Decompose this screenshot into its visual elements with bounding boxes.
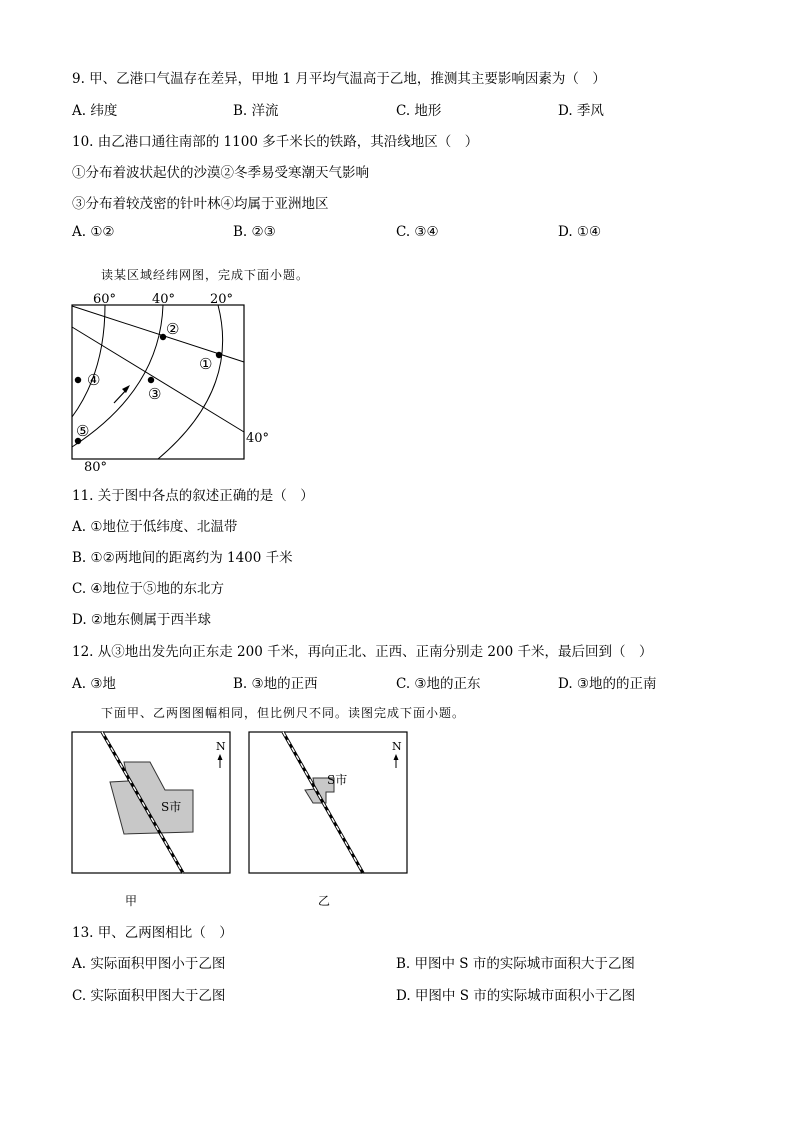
point-3-dot [148, 377, 154, 383]
q9-option-b[interactable]: B. 洋流 [233, 103, 279, 119]
map-jia-caption: 甲 [125, 894, 138, 908]
q13-stem: 13. 甲、乙两图相比（ ） [72, 925, 233, 941]
q12-option-c[interactable]: C. ③地的正东 [396, 676, 481, 692]
q9-option-a[interactable]: A. 纬度 [72, 103, 118, 119]
point-2-label: ② [166, 320, 180, 338]
q10-option-a[interactable]: A. ①② [72, 224, 115, 240]
meridian-60 [72, 305, 105, 417]
point-5-label: ⑤ [76, 422, 90, 440]
q10-option-c[interactable]: C. ③④ [396, 224, 439, 240]
lon-label-60: 60° [93, 292, 117, 307]
q13-option-d[interactable]: D. 甲图中 S 市的实际城市面积小于乙图 [396, 988, 636, 1004]
lon-label-40: 40° [152, 292, 176, 307]
point-3-label: ③ [148, 385, 162, 403]
point-4-dot [75, 377, 81, 383]
map-jia-north-label: N [216, 740, 226, 753]
map-yi [247, 730, 409, 876]
intro-grid-figure: 读某区域经纬网图，完成下面小题。 [101, 268, 310, 282]
point-1-dot [216, 352, 222, 358]
point-4-label: ④ [87, 371, 101, 389]
map-jia-city-label: S市 [161, 800, 182, 814]
direction-arrow-icon [122, 385, 130, 393]
map-yi-city-label: S市 [327, 773, 348, 787]
lon-label-20: 20° [210, 292, 234, 307]
q12-option-d[interactable]: D. ③地的的正南 [558, 676, 657, 692]
q12-stem: 12. 从③地出发先向正东走 200 千米，再向正北、正西、正南分别走 200 千米，最后回到（ ） [72, 644, 653, 660]
q12-option-a[interactable]: A. ③地 [72, 676, 116, 692]
lat-label-80: 80° [84, 460, 108, 475]
q9-stem: 9. 甲、乙港口气温存在差异，甲地 1 月平均气温高于乙地，推测其主要影响因素为（ ） [72, 71, 606, 87]
lat-lon-grid-figure [60, 288, 290, 478]
q13-option-a[interactable]: A. 实际面积甲图小于乙图 [72, 956, 226, 972]
point-1-label: ① [199, 355, 213, 373]
q11-option-a[interactable]: A. ①地位于低纬度、北温带 [72, 519, 238, 535]
q11-option-c[interactable]: C. ④地位于⑤地的东北方 [72, 581, 225, 597]
q11-option-d[interactable]: D. ②地东侧属于西半球 [72, 612, 212, 628]
q13-option-c[interactable]: C. 实际面积甲图大于乙图 [72, 988, 226, 1004]
q10-option-b[interactable]: B. ②③ [233, 224, 276, 240]
q9-option-d[interactable]: D. 季风 [558, 103, 604, 119]
intro-map-figures: 下面甲、乙两图图幅相同，但比例尺不同。读图完成下面小题。 [101, 706, 466, 720]
q11-stem: 11. 关于图中各点的叙述正确的是（ ） [72, 488, 314, 504]
q11-option-b[interactable]: B. ①②两地间的距离约为 1400 千米 [72, 550, 293, 566]
q10-item-2: ③分布着较茂密的针叶林④均属于亚洲地区 [72, 196, 329, 212]
q10-stem: 10. 由乙港口通往南部的 1100 多千米长的铁路，其沿线地区（ ） [72, 134, 479, 150]
map-yi-north-label: N [392, 740, 402, 753]
map-yi-frame [249, 732, 407, 873]
q12-option-b[interactable]: B. ③地的正西 [233, 676, 318, 692]
q10-item-1: ①分布着波状起伏的沙漠②冬季易受寒潮天气影响 [72, 165, 369, 181]
map-yi-caption: 乙 [318, 894, 331, 908]
q13-option-b[interactable]: B. 甲图中 S 市的实际城市面积大于乙图 [396, 956, 635, 972]
map-jia [70, 730, 232, 876]
q9-option-c[interactable]: C. 地形 [396, 103, 442, 119]
lat-label-40: 40° [246, 431, 270, 446]
q10-option-d[interactable]: D. ①④ [558, 224, 602, 240]
